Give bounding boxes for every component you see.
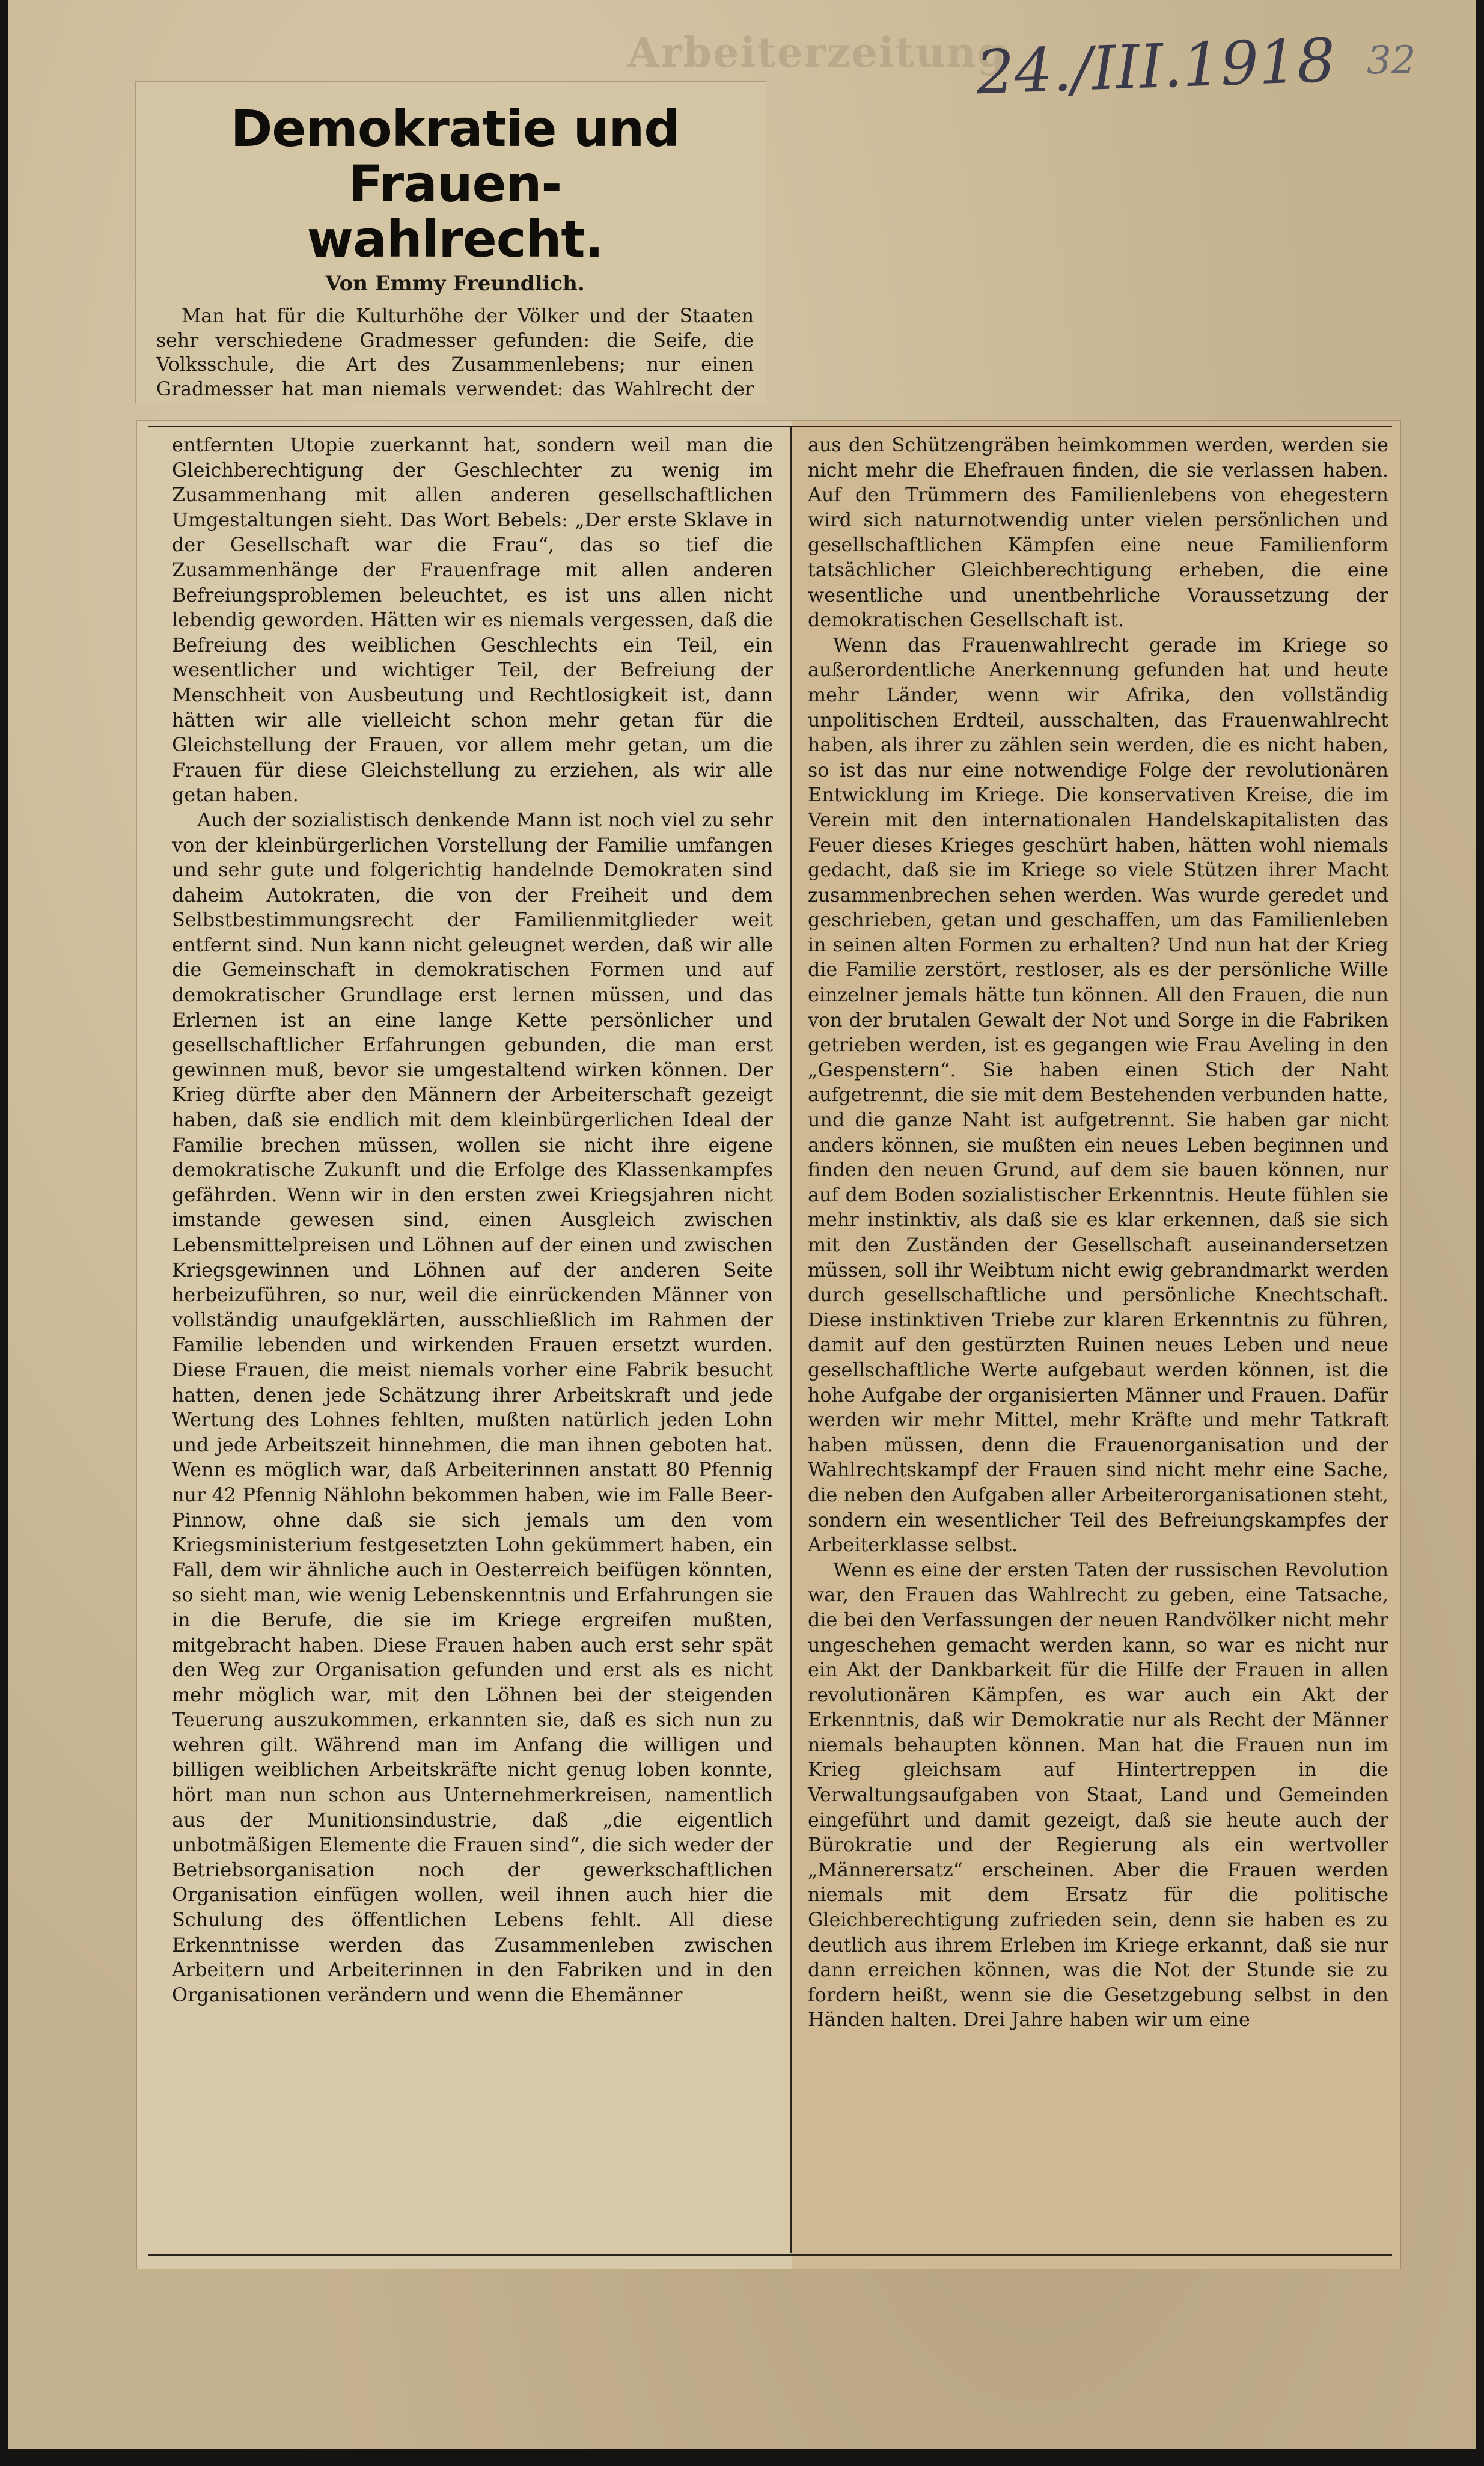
archive-sheet bbox=[8, 0, 1476, 2449]
article-intro: Man hat für die Kulturhöhe der Völker und der Staaten sehr verschiedene Gradmesser gefunden: die Seife, die Volksschule, die Art des Zusammenlebens; nur einen Gradmesser hat man niemals verwendet: das Wahlrecht der bbox=[156, 305, 754, 400]
title-line-2: wahlrecht. bbox=[307, 210, 603, 269]
right-paragraph-2: Wenn das Frauenwahlrecht gerade im Kriege so außerordentliche Anerkennung gefunden hat und heute mehr Länder, wenn wir Afrika, den vollständig unpolitischen Erdteil, ausschalten, das Frauenwahlrecht haben, als ihrer zu zählen sein werden, die es nicht haben, so ist das nur eine notwendige Folge der revolutionären Entwicklung im Kriege. Die konservativen Kreise, die im Verein mit den internationalen Handelskapitalisten das Feuer dieses Krieges geschürt haben, hätten wohl niemals gedacht, daß sie im Kriege so viele Stützen ihrer Macht zusammenbrechen sehen werden. Was wurde geredet und geschrieben, getan und geschaffen, um das Familienleben in seinen alten Formen zu erhalten? Und nun hat der Krieg die Familie zerstört, restloser, als es der persönliche Wille einzelner jemals hätte tun können. All den Frauen, die nun von der brutalen Gewalt der Not und Sorge in die Fabriken getrieben werden, ist es gegangen wie Frau Aveling in den „Gespenstern“. Sie haben einen Stich der Naht aufgetrennt, die sie mit dem Bestehenden verbunden hatte, und die ganze Naht ist aufgetrennt. Sie haben gar nicht anders können, sie mußten ein neues Leben beginnen und finden den neuen Grund, auf dem sie bauen können, nur auf dem Boden sozialistischer Erkenntnis. Heute fühlen sie mehr instinktiv, als daß sie es klar erkennen, daß sie sich mit den Zuständen der Gesellschaft auseinandersetzen müssen, soll ihr Weibtum nicht ewig gebrandmarkt werden durch gesellschaftliche und persönliche Knechtschaft. Diese instinktiven Triebe zur klaren Erkenntnis zu führen, damit auf den gestürzten Ruinen neues Leben und neue gesellschaftliche Werte aufgebaut werden können, ist die hohe Aufgabe der organisierten Männer und Frauen. Dafür werden wir mehr Mittel, mehr Kräfte und mehr Tatkraft haben müssen, denn die Frauenorganisation und der Wahlrechtskampf der Frauen sind nicht mehr eine Sache, die neben den Aufgaben aller Arbeiterorganisationen steht, sondern ein wesentlicher Teil des Befreiungskampfes der Arbeiterklasse selbst. bbox=[808, 633, 1388, 1557]
article-byline: Von Emmy Freundlich. bbox=[325, 272, 585, 296]
right-paragraph-1: aus den Schützengräben heimkommen werden, werden sie nicht mehr die Ehefrauen finden, die sie verlassen haben. Auf den Trümmern des Familienlebens von ehegestern wird sich naturnotwendig unter vielen persönlichen und gesellschaftlichen Kämpfen eine neue Familienform tatsächlicher Gleichberechtigung erheben, die eine wesentliche und unentbehrliche Voraussetzung der demokratischen Gesellschaft ist. bbox=[808, 434, 1388, 632]
right-column bbox=[808, 433, 1388, 2033]
bottom-rule bbox=[148, 2254, 1392, 2256]
handwritten-date: 24./III.1918 bbox=[975, 25, 1337, 108]
left-paragraph-2: Auch der sozialistisch denkende Mann ist noch viel zu sehr von der kleinbürgerlichen Vorstellung der Familie umfangen und sehr gute und folgerichtig handelnde Demokraten sind daheim Autokraten, die von der Freiheit und dem Selbstbestimmungsrecht der Familienmitglieder weit entfernt sind. Nun kann nicht geleugnet werden, daß wir alle die Gemeinschaft in demokratischen Formen und auf demokratischer Grundlage erst lernen müssen, und das Erlernen ist an eine lange Kette persönlicher und gesellschaftlicher Erfahrungen gebunden, die man erst gewinnen muß, bevor sie umgestaltend wirken können. Der Krieg dürfte aber den Männern der Arbeiterschaft gezeigt haben, daß sie endlich mit dem kleinbürgerlichen Ideal der Familie brechen müssen, wollen sie nicht ihre eigene demokratische Zukunft und die Erfolge des Klassenkampfes gefährden. Wenn wir in den ersten zwei Kriegsjahren nicht imstande gewesen sind, einen Ausgleich zwischen Lebensmittelpreisen und Löhnen auf der einen und zwischen Kriegsgewinnen und Löhnen auf der anderen Seite herbeizuführen, so nur, weil die einrückenden Männer von vollständig unaufgeklärten, ausschließlich im Rahmen der Familie lebenden und wirkenden Frauen ersetzt wurden. Diese Frauen, die meist niemals vorher eine Fabrik besucht hatten, denen jede Schätzung ihrer Arbeitskraft und jede Wertung des Lohnes fehlten, mußten natürlich jeden Lohn und jede Arbeitszeit hinnehmen, die man ihnen geboten hat. Wenn es möglich war, daß Arbeiterinnen anstatt 80 Pfennig nur 42 Pfennig Nählohn bekommen haben, wie im Falle Beer-Pinnow, ohne daß sie sich jemals um den vom Kriegsministerium festgesetzten Lohn gekümmert haben, ein Fall, dem wir ähnliche auch in Oesterreich beifügen könnten, so sieht man, wie wenig Lebenskenntnis und Erfahrungen sie in die Berufe, die sie im Kriege ergreifen mußten, mitgebracht haben. Diese Frauen haben auch erst sehr spät den Weg zur Organisation gefunden und erst als es nicht mehr möglich war, mit den Löhnen bei der steigenden Teuerung auszukommen, erkannten sie, daß es sich nun zu wehren gilt. Während man im Anfang die willigen und billigen weiblichen Arbeitskräfte nicht genug loben konnte, hört man nun schon aus Unternehmerkreisen, namentlich aus der Munitionsindustrie, daß „die eigentlich unbotmäßigen Elemente die Frauen sind“, die sich weder der Betriebsorganisation noch der gewerkschaftlichen Organisation einfügen wollen, weil ihnen auch hier die Schulung des öffentlichen Lebens fehlt. All diese Erkenntnisse werden das Zusammenleben zwischen Arbeitern und Arbeiterinnen in den Fabriken und in den Organisationen verändern und wenn die Ehemänner bbox=[172, 808, 773, 2006]
right-paragraph-3: Wenn es eine der ersten Taten der russischen Revolution war, den Frauen das Wahlrecht zu geben, eine Tatsache, die bei den Verfassungen der neuen Randvölker nicht mehr ungeschehen gemacht werden kann, so war es nicht nur ein Akt der Dankbarkeit für die Hilfe der Frauen in allen revolutionären Kämpfen, es war auch ein Akt der Erkenntnis, daß wir Demokratie nur als Recht der Männer niemals behaupten können. Man hat die Frauen nun im Krieg gleichsam auf Hintertreppen in die Verwaltungsaufgaben von Staat, Land und Gemeinden eingeführt und damit gezeigt, daß sie heute auch der Bürokratie und der Regierung als ein wertvoller „Männerersatz“ erscheinen. Aber die Frauen werden niemals mit dem Ersatz für die politische Gleichberechtigung zufrieden sein, denn sie haben es zu deutlich aus ihrem Erleben im Kriege erkannt, daß sie nur dann erreichen können, was die Not der Stunde sie zu fordern heißt, wenn sie die Gesetzgebung selbst in den Händen halten. Drei Jahre haben wir um eine bbox=[808, 1558, 1388, 2031]
headline-clipping bbox=[136, 82, 766, 403]
left-column bbox=[172, 433, 773, 2007]
column-rule bbox=[790, 426, 792, 2253]
page-number: 32 bbox=[1367, 38, 1416, 83]
top-rule bbox=[148, 426, 1392, 427]
newspaper-stamp: Arbeiterzeitung bbox=[627, 29, 1007, 77]
left-paragraph-1: entfernten Utopie zuerkannt hat, sondern weil man die Gleichberechtigung der Geschlechter zu wenig im Zusammenhang mit allen anderen gesellschaftlichen Umgestaltungen sieht. Das Wort Bebels: „Der erste Sklave in der Gesellschaft war die Frau“, das so tief die Zusammenhänge der Frauenfrage mit allen anderen Befreiungsproblemen beleuchtet, es ist uns allen nicht lebendig geworden. Hätten wir es niemals vergessen, daß die Befreiung des weiblichen Geschlechts ein Teil, ein wesentlicher und wichtiger Teil, der Befreiung der Menschheit von Ausbeutung und Rechtlosigkeit ist, dann hätten wir alle vielleicht schon mehr getan für die Gleichstellung der Frauen, vor allem mehr getan, um die Frauen für diese Gleichstellung zu erziehen, als wir alle getan haben. bbox=[172, 434, 773, 807]
title-line-1: Demokratie und Frauen- bbox=[230, 99, 680, 213]
body-clipping bbox=[137, 421, 1400, 2269]
article-title bbox=[156, 101, 754, 267]
